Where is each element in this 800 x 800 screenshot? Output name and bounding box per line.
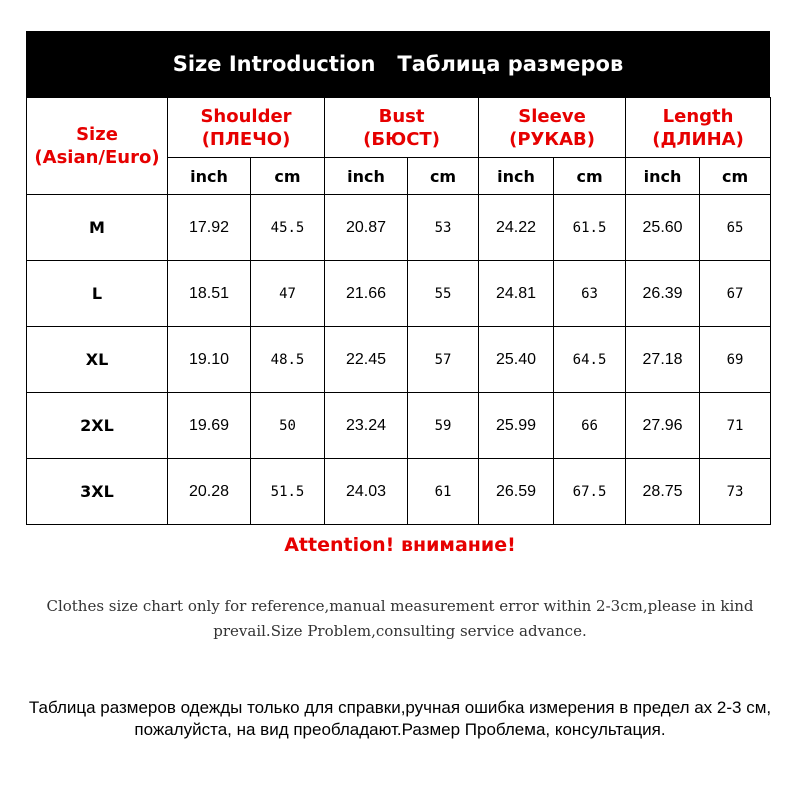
cm-value-cell: 51.5 [251,459,325,525]
inch-value-cell: 26.59 [479,459,554,525]
cm-value-cell: 50 [251,393,325,459]
inch-value-cell: 24.22 [479,195,554,261]
inch-value-cell: 19.10 [168,327,251,393]
unit-inch: inch [479,158,554,195]
english-note: Clothes size chart only for reference,manual measurement error within 2-3cm,please in kind prevail.Size Problem,consulting service advance. [46,597,754,640]
cm-value-cell: 67 [700,261,771,327]
cm-value-cell: 53 [408,195,479,261]
table-row [27,393,771,459]
size-label: M [27,195,168,261]
cm-value-cell: 61 [408,459,479,525]
cm-value-cell: 45.5 [251,195,325,261]
inch-value-cell: 19.69 [168,393,251,459]
cm-value-cell: 55 [408,261,479,327]
cm-value-cell: 61.5 [554,195,626,261]
shoulder-header-line1: Shoulder [200,105,292,127]
inch-value-cell: 26.39 [626,261,700,327]
inch-value-cell: 17.92 [168,195,251,261]
cm-value-cell: 59 [408,393,479,459]
inch-value-cell: 24.81 [479,261,554,327]
size-column-header [27,98,168,195]
russian-note: Таблица размеров одежды только для справки,ручная ошибка измерения в предел ах 2-3 см, пожалуйста, на вид преобладают.Размер Проблема, консультация. [28,698,772,739]
inch-value-cell: 20.87 [325,195,408,261]
inch-value-cell: 28.75 [626,459,700,525]
table-row [27,195,771,261]
cm-value-cell: 57 [408,327,479,393]
inch-value-cell: 20.28 [168,459,251,525]
size-header-line2: (Asian/Euro) [34,147,160,168]
inch-value-cell: 24.03 [325,459,408,525]
inch-value-cell: 18.51 [168,261,251,327]
inch-value-cell: 27.18 [626,327,700,393]
inch-value-cell: 21.66 [325,261,408,327]
cm-value-cell: 63 [554,261,626,327]
header-row-measurements [27,98,771,158]
length-header-line1: Length [662,105,734,127]
unit-cm: cm [700,158,771,195]
unit-inch: inch [168,158,251,195]
inch-value-cell: 27.96 [626,393,700,459]
attention-heading: Attention! внимание! [284,534,516,556]
cm-value-cell: 65 [700,195,771,261]
cm-value-cell: 69 [700,327,771,393]
sleeve-header-line2: (РУКАВ) [509,128,595,150]
table-row [27,459,771,525]
inch-value-cell: 22.45 [325,327,408,393]
size-chart-table [26,97,771,525]
bust-column-header [325,98,479,158]
table-title: Size Introduction Таблица размеров [26,31,770,97]
size-header-line1: Size [76,124,118,145]
size-label: L [27,261,168,327]
unit-cm: cm [554,158,626,195]
cm-value-cell: 66 [554,393,626,459]
unit-inch: inch [626,158,700,195]
cm-value-cell: 64.5 [554,327,626,393]
cm-value-cell: 73 [700,459,771,525]
size-label: XL [27,327,168,393]
sleeve-column-header [479,98,626,158]
size-label: 2XL [27,393,168,459]
cm-value-cell: 47 [251,261,325,327]
table-row [27,327,771,393]
unit-inch: inch [325,158,408,195]
bust-header-line2: (БЮСТ) [363,128,440,150]
cm-value-cell: 48.5 [251,327,325,393]
inch-value-cell: 25.60 [626,195,700,261]
shoulder-header-line2: (ПЛЕЧО) [201,128,291,150]
cm-value-cell: 71 [700,393,771,459]
bust-header-line1: Bust [378,105,425,127]
cm-value-cell: 67.5 [554,459,626,525]
unit-cm: cm [251,158,325,195]
length-header-line2: (ДЛИНА) [652,128,744,150]
inch-value-cell: 25.40 [479,327,554,393]
size-label: 3XL [27,459,168,525]
table-row [27,261,771,327]
length-column-header [626,98,771,158]
inch-value-cell: 25.99 [479,393,554,459]
inch-value-cell: 23.24 [325,393,408,459]
size-rows [27,195,771,525]
sleeve-header-line1: Sleeve [518,105,586,127]
shoulder-column-header [168,98,325,158]
unit-cm: cm [408,158,479,195]
